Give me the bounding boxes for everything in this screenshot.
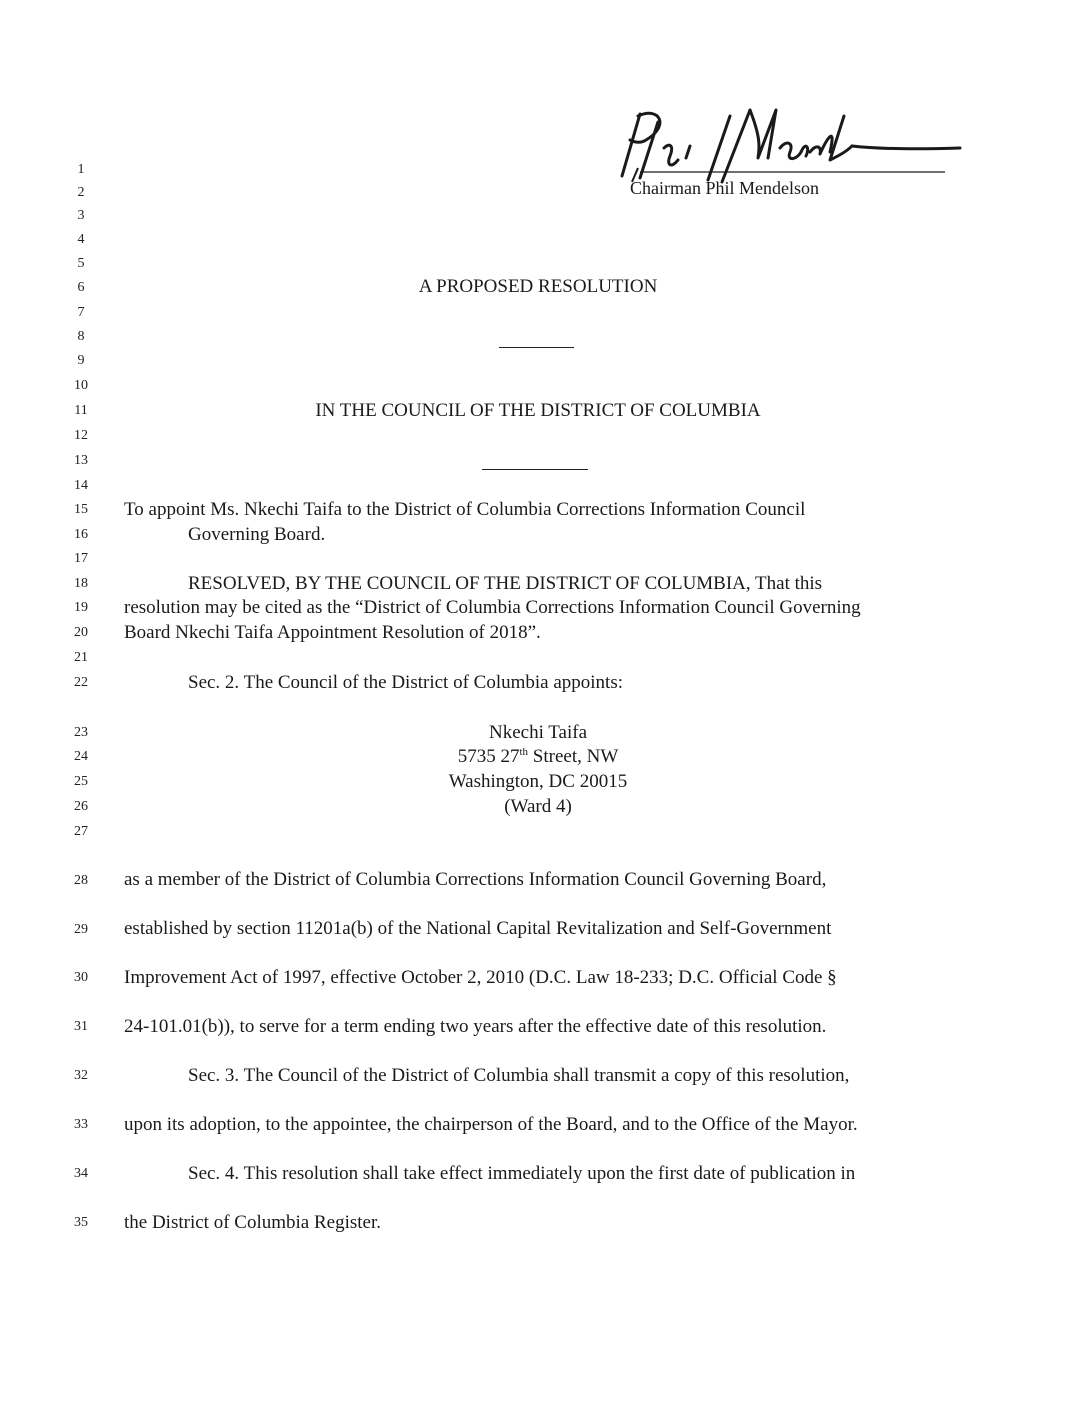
line-number: 21 bbox=[74, 650, 88, 665]
section-2: Sec. 2. The Council of the District of Columbia appoints: bbox=[188, 672, 624, 693]
line-number: 29 bbox=[74, 922, 88, 937]
line-number: 13 bbox=[74, 453, 88, 468]
line-number: 9 bbox=[77, 353, 85, 368]
line-number: 3 bbox=[77, 208, 85, 223]
line-number: 32 bbox=[74, 1068, 88, 1083]
section-4: Sec. 4. This resolution shall take effect immediately upon the first date of publication in bbox=[188, 1163, 856, 1184]
body-line: 24-101.01(b)), to serve for a term ending two years after the effective date of this resolution. bbox=[124, 1016, 827, 1037]
appointee-name: Nkechi Taifa bbox=[488, 722, 588, 743]
line-number: 16 bbox=[74, 527, 88, 542]
line-number: 4 bbox=[77, 232, 85, 247]
line-number: 35 bbox=[74, 1215, 88, 1230]
resolved-line: resolution may be cited as the “District of Columbia Corrections Information Council Governing bbox=[124, 597, 861, 618]
line-number: 12 bbox=[74, 428, 88, 443]
title-divider bbox=[499, 347, 574, 348]
body-line: as a member of the District of Columbia Corrections Information Council Governing Board, bbox=[124, 869, 827, 890]
line-number: 2 bbox=[77, 185, 85, 200]
line-number: 5 bbox=[77, 256, 85, 271]
line-number: 7 bbox=[77, 305, 85, 320]
council-heading: IN THE COUNCIL OF THE DISTRICT OF COLUMBIA bbox=[315, 400, 761, 421]
line-number: 30 bbox=[74, 970, 88, 985]
body-line: Improvement Act of 1997, effective October 2, 2010 (D.C. Law 18-233; D.C. Official Code § bbox=[124, 967, 837, 988]
body-line: the District of Columbia Register. bbox=[124, 1212, 381, 1233]
line-number: 20 bbox=[74, 625, 88, 640]
line-number: 14 bbox=[74, 478, 88, 493]
line-number: 19 bbox=[74, 600, 88, 615]
purpose-line: Governing Board. bbox=[188, 524, 326, 545]
line-number: 6 bbox=[77, 280, 85, 295]
line-number: 10 bbox=[74, 378, 88, 393]
purpose-line: To appoint Ms. Nkechi Taifa to the District of Columbia Corrections Information Council bbox=[124, 499, 806, 520]
appointee-street: 5735 27th Street, NW bbox=[457, 746, 619, 767]
line-number: 24 bbox=[74, 749, 88, 764]
body-line: established by section 11201a(b) of the National Capital Revitalization and Self-Government bbox=[124, 918, 832, 939]
line-number: 25 bbox=[74, 774, 88, 789]
line-number: 28 bbox=[74, 873, 88, 888]
line-number: 34 bbox=[74, 1166, 88, 1181]
line-number: 31 bbox=[74, 1019, 88, 1034]
line-number: 22 bbox=[74, 675, 88, 690]
resolved-line: Board Nkechi Taifa Appointment Resolution of 2018”. bbox=[124, 622, 541, 643]
signer-title: Chairman Phil Mendelson bbox=[630, 178, 819, 198]
section-3: Sec. 3. The Council of the District of Columbia shall transmit a copy of this resolution, bbox=[188, 1065, 850, 1086]
line-number: 18 bbox=[74, 576, 88, 591]
line-number: 26 bbox=[74, 799, 88, 814]
line-number: 23 bbox=[74, 725, 88, 740]
line-number: 15 bbox=[74, 502, 88, 517]
line-number: 11 bbox=[74, 403, 88, 418]
resolved-line: RESOLVED, BY THE COUNCIL OF THE DISTRICT OF COLUMBIA, That this bbox=[188, 573, 823, 594]
line-number: 17 bbox=[74, 551, 88, 566]
appointee-ward: (Ward 4) bbox=[504, 796, 572, 817]
line-number: 8 bbox=[77, 329, 85, 344]
line-number: 1 bbox=[77, 162, 85, 177]
line-number: 33 bbox=[74, 1117, 88, 1132]
body-line: upon its adoption, to the appointee, the chairperson of the Board, and to the Office of the Mayor. bbox=[124, 1114, 858, 1135]
line-number: 27 bbox=[74, 824, 88, 839]
appointee-city: Washington, DC 20015 bbox=[448, 771, 628, 792]
document-title: A PROPOSED RESOLUTION bbox=[418, 276, 658, 297]
council-divider bbox=[482, 469, 588, 470]
